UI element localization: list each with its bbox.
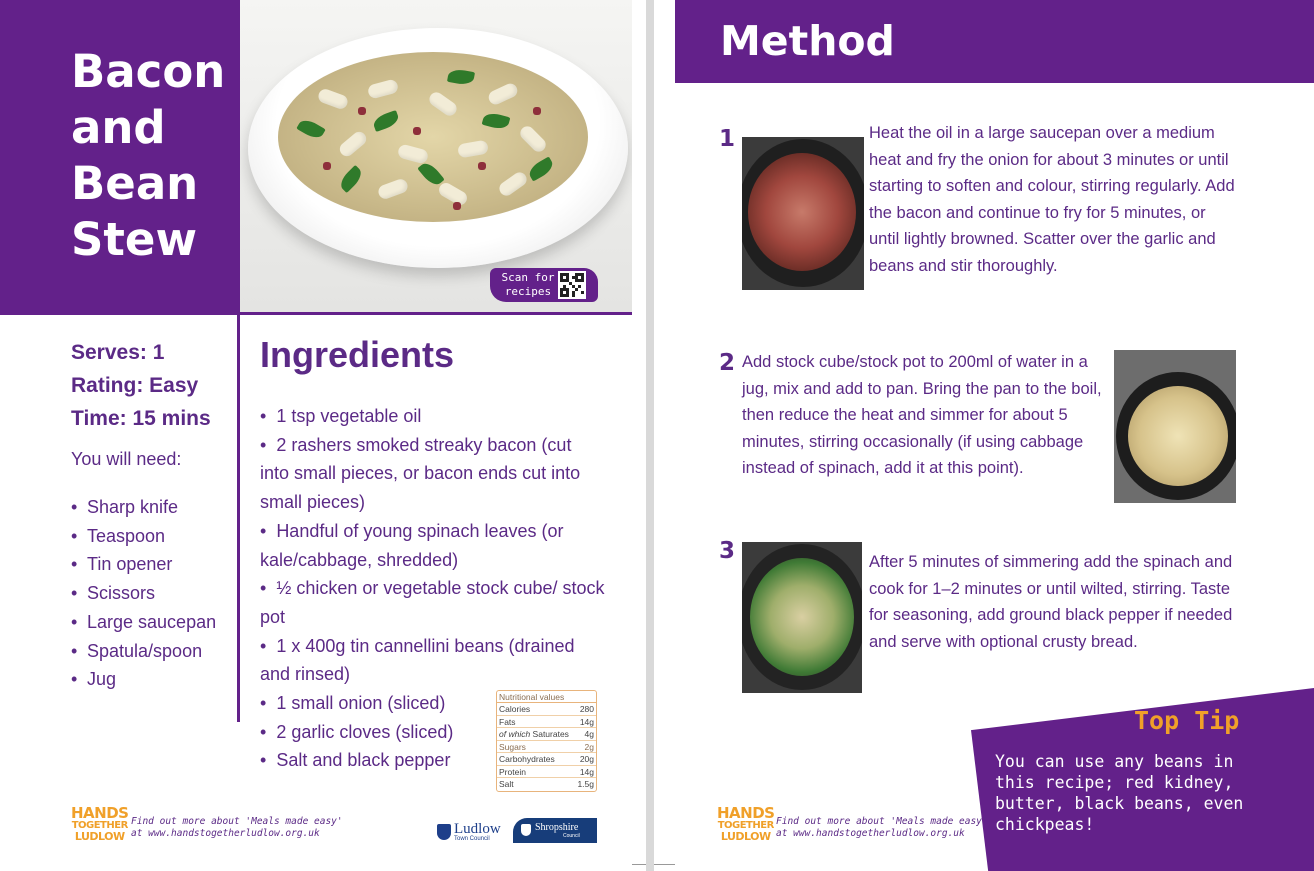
- top-tip-text: You can use any beans in this recipe; red kidney, butter, black beans, even chickpeas!: [995, 752, 1244, 834]
- shield-icon: [437, 824, 451, 840]
- serves-label: Serves: 1: [71, 341, 165, 364]
- table-row: Carbohydrates 20g: [499, 754, 594, 764]
- qr-code-icon[interactable]: [558, 271, 586, 299]
- page-gutter: [632, 0, 675, 871]
- list-item: • 1 x 400g tin cannellini beans (drained and rinsed): [260, 632, 605, 689]
- stew-photo: [240, 0, 632, 312]
- list-item: • Sharp knife: [71, 493, 216, 522]
- website-link[interactable]: at www.handstogetherludlow.org.uk: [131, 828, 320, 839]
- method-title: Method: [720, 17, 895, 65]
- step-number: 1: [719, 126, 736, 152]
- top-tip-title: Top Tip: [1134, 706, 1240, 735]
- step-1-photo: [742, 137, 864, 290]
- crest-icon: [521, 824, 531, 836]
- hands-together-ludlow-logo[interactable]: HANDS TOGETHER LUDLOW: [71, 804, 129, 843]
- recipe-meta: [71, 336, 211, 435]
- table-row: of which Saturates 4g: [499, 729, 594, 739]
- page-edge: [646, 0, 654, 871]
- footer-text: Find out more about 'Meals made easy' at www.handstogetherludlow.org.uk: [131, 816, 343, 839]
- list-item: • Teaspoon: [71, 522, 216, 551]
- ludlow-town-council-logo: Ludlow Town Council: [437, 821, 509, 843]
- recipe-page-left: [0, 0, 632, 871]
- hands-together-ludlow-logo[interactable]: HANDS TOGETHER LUDLOW: [717, 804, 775, 843]
- step-2-photo: [1114, 350, 1236, 503]
- time-label: Time: 15 mins: [71, 407, 211, 430]
- page-edge-mark: [654, 864, 675, 865]
- step-3-photo: [742, 542, 862, 693]
- step-number: 2: [719, 350, 736, 376]
- table-row: Sugars 2g: [499, 741, 594, 752]
- title-block: [0, 0, 240, 312]
- website-link[interactable]: at www.handstogetherludlow.org.uk: [776, 828, 965, 839]
- nutrition-table: [496, 690, 597, 792]
- footer-text: Find out more about 'Meals made easy' at www.handstogetherludlow.org.uk: [776, 816, 988, 839]
- list-item: • Spatula/spoon: [71, 637, 216, 666]
- method-header: [675, 0, 1314, 83]
- list-item: • Large saucepan: [71, 608, 216, 637]
- step-number: 3: [719, 538, 736, 564]
- rating-label: Rating: Easy: [71, 374, 199, 397]
- table-row: Calories 280: [499, 704, 594, 714]
- list-item: • Salt and black pepper: [260, 746, 605, 775]
- list-item: • 2 garlic cloves (sliced): [260, 718, 605, 747]
- list-item: • 2 rashers smoked streaky bacon (cut into small pieces, or bacon ends cut into small pieces): [260, 431, 605, 517]
- page-edge-mark: [632, 864, 646, 865]
- list-item: • Jug: [71, 665, 216, 694]
- shropshire-council-logo: Shropshire Council: [513, 818, 597, 843]
- scan-label: Scan for recipes: [501, 271, 555, 298]
- list-item: • Handful of young spinach leaves (or kale/cabbage, shredded): [260, 517, 605, 574]
- table-row: Salt 1.5g: [499, 779, 594, 789]
- scan-for-recipes-badge[interactable]: [490, 268, 598, 302]
- list-item: • ½ chicken or vegetable stock cube/ stock pot: [260, 574, 605, 631]
- list-item: • Tin opener: [71, 550, 216, 579]
- you-will-need-label: You will need:: [71, 449, 182, 469]
- table-row: Fats 14g: [499, 716, 594, 727]
- nutrition-heading: Nutritional values: [497, 691, 596, 703]
- recipe-title: Bacon and Bean Stew: [71, 45, 226, 266]
- horizontal-divider: [0, 312, 632, 315]
- vertical-divider: [237, 312, 240, 722]
- step-2-text: Add stock cube/stock pot to 200ml of water in a jug, mix and add to pan. Bring the pan to the boil, then reduce the heat and simmer for about 5 minutes, stirring occasionally (if using cabbage instead of spinach, add it at this point).: [742, 353, 1102, 477]
- table-row: Protein 14g: [499, 766, 594, 777]
- list-item: • Scissors: [71, 579, 216, 608]
- equipment-list: [71, 493, 216, 694]
- ingredients-heading: Ingredients: [260, 334, 455, 375]
- list-item: • 1 tsp vegetable oil: [260, 402, 605, 431]
- recipe-page-right: [675, 0, 1314, 871]
- step-1-text: Heat the oil in a large saucepan over a medium heat and fry the onion for about 3 minutes or until starting to soften and colour, stirring regularly. Add the bacon and continue to fry for 5 minutes, or until lightly browned. Scatter over the garlic and beans and stir thoroughly.: [869, 124, 1235, 275]
- list-item: • 1 small onion (sliced): [260, 689, 605, 718]
- stew-image: [278, 52, 588, 222]
- step-3-text: After 5 minutes of simmering add the spinach and cook for 1–2 minutes or until wilted, stirring. Taste for seasoning, add ground black pepper if needed and serve with optional crusty bread.: [869, 553, 1233, 651]
